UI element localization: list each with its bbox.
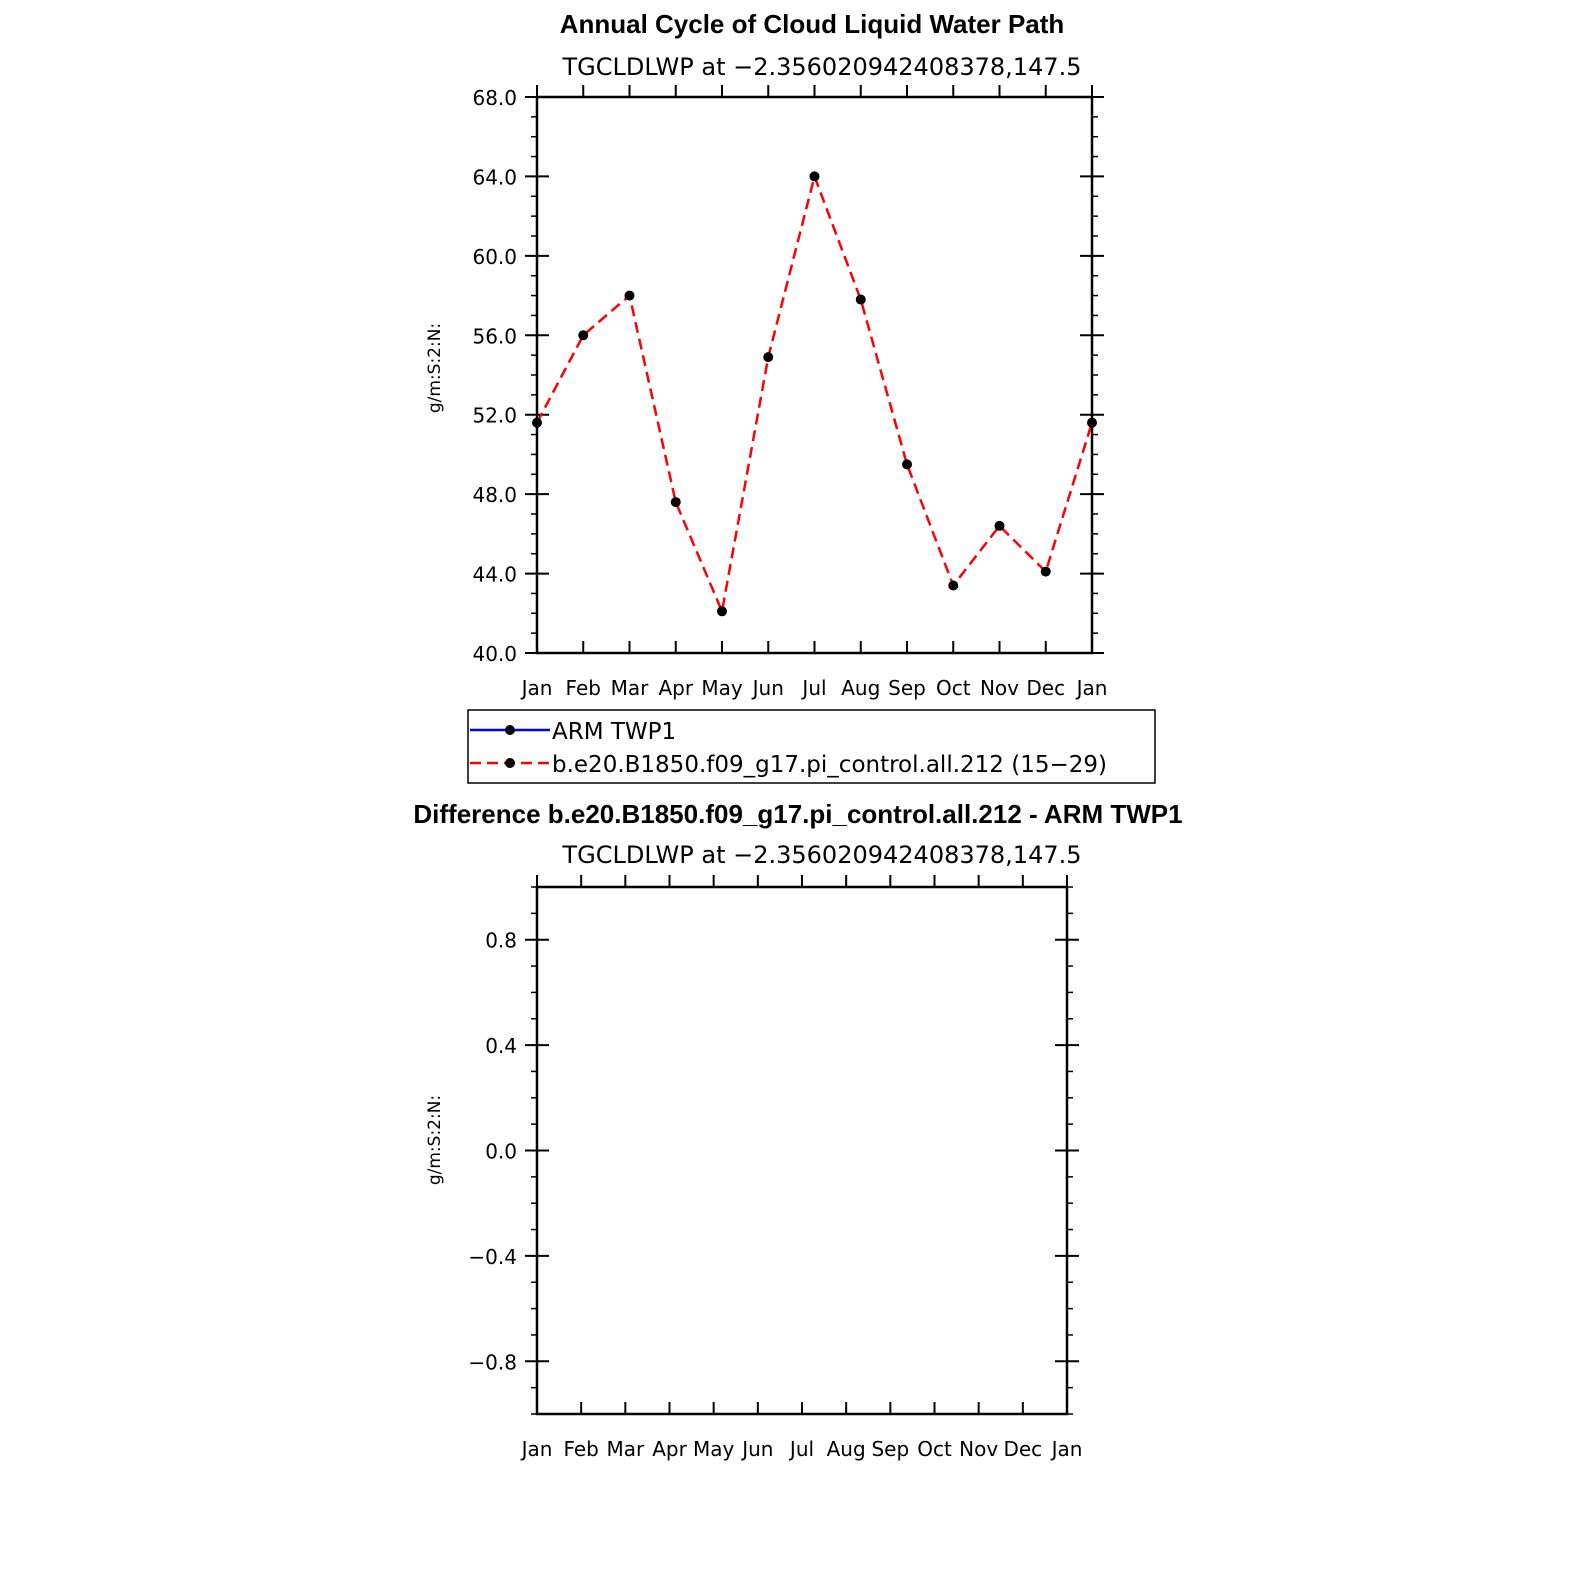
bottom-subtitle: TGCLDLWP at −2.356020942408378,147.5 [562, 841, 1082, 869]
x-tick-label: Jan [1051, 1437, 1083, 1461]
x-tick-label: Nov [979, 676, 1020, 700]
x-tick-label: May [692, 1437, 735, 1461]
y-tick-label: 0.4 [485, 1034, 517, 1059]
x-tick-label: Jan [521, 1437, 553, 1461]
legend-marker-model [505, 758, 515, 768]
x-tick-label: Aug [841, 676, 881, 700]
y-tick-label: 44.0 [472, 562, 517, 587]
bottom-plot-area [468, 875, 1082, 1461]
x-tick-label: Mar [606, 1437, 645, 1461]
data-point [1087, 418, 1097, 428]
x-tick-label: Feb [565, 676, 601, 700]
y-tick-label: 0.0 [485, 1139, 517, 1164]
difference-panel [413, 799, 1182, 1461]
y-tick-label: 56.0 [472, 324, 517, 349]
y-tick-label: 0.8 [485, 928, 517, 953]
y-tick-label: 52.0 [472, 403, 517, 428]
top-subtitle: TGCLDLWP at −2.356020942408378,147.5 [562, 53, 1082, 81]
data-point [671, 497, 681, 507]
x-tick-label: Jun [752, 676, 784, 700]
data-point [948, 580, 958, 590]
data-point [995, 521, 1005, 531]
top-plot-area [472, 85, 1107, 700]
x-tick-label: Oct [917, 1437, 952, 1461]
x-tick-label: Feb [563, 1437, 599, 1461]
data-point [532, 418, 542, 428]
x-tick-label: Oct [935, 676, 971, 700]
data-point [856, 295, 866, 305]
data-point [625, 291, 635, 301]
x-tick-label: Apr [652, 1437, 687, 1461]
x-tick-label: Dec [1026, 676, 1066, 700]
x-tick-label: Sep [871, 1437, 910, 1461]
x-tick-label: Mar [610, 676, 649, 700]
legend-item-model [470, 752, 1107, 778]
x-tick-label: Nov [959, 1437, 999, 1461]
x-tick-label: Dec [1003, 1437, 1043, 1461]
bottom-title: Difference b.e20.B1850.f09_g17.pi_control.all.212 - ARM TWP1 [413, 799, 1183, 829]
y-tick-label: 40.0 [472, 642, 517, 666]
x-tick-label: Jan [521, 676, 553, 700]
data-point [578, 330, 588, 340]
bottom-y-axis-label: g/m:S:2:N: [425, 1094, 445, 1186]
plot-frame [537, 887, 1067, 1414]
x-tick-label: Jan [1076, 676, 1108, 700]
y-tick-label: 64.0 [472, 165, 517, 190]
y-tick-label: −0.8 [468, 1350, 517, 1375]
y-tick-label: 48.0 [472, 483, 517, 508]
x-tick-label: May [701, 676, 743, 700]
x-tick-label: Jul [789, 1437, 815, 1461]
data-point [902, 459, 912, 469]
data-point [810, 171, 820, 181]
x-tick-label: Aug [826, 1437, 866, 1461]
data-point [763, 352, 773, 362]
legend [468, 710, 1155, 783]
top-y-axis-label: g/m:S:2:N: [425, 322, 445, 414]
data-point [1041, 567, 1051, 577]
top-title: Annual Cycle of Cloud Liquid Water Path [559, 9, 1065, 39]
legend-label-model: b.e20.B1850.f09_g17.pi_control.all.212 (15−29) [552, 752, 1107, 778]
annual-cycle-panel [425, 9, 1107, 700]
legend-label-arm: ARM TWP1 [552, 719, 677, 745]
data-point [717, 606, 727, 616]
y-tick-label: −0.4 [468, 1244, 517, 1269]
y-tick-label: 60.0 [472, 244, 517, 269]
series-line-1 [537, 176, 1092, 611]
x-tick-label: Jul [802, 676, 827, 700]
y-tick-label: 68.0 [472, 86, 517, 110]
x-tick-label: Apr [658, 676, 694, 700]
x-tick-label: Jun [742, 1437, 774, 1461]
legend-marker-arm [505, 725, 515, 735]
x-tick-label: Sep [888, 676, 926, 700]
